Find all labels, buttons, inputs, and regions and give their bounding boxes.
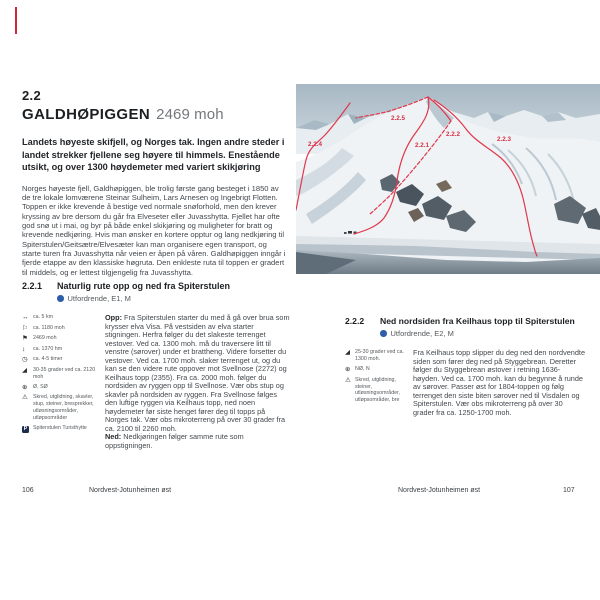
- route-description: [413, 349, 585, 417]
- stat-row: ↕ ca. 1370 hm: [22, 345, 63, 353]
- stat-row: ◢ 30-35 grader ved ca. 2120 moh: [22, 366, 96, 380]
- running-footer-right: Nordvest-Jotunheimen øst: [398, 487, 481, 494]
- down-label: Ned:: [105, 432, 122, 442]
- chapter-intro: Landets høyeste skifjell, og Norges tak. Ingen andre steder i landet strekker fjellene seg høyere til himmels. Enestående utsikt, og over 1300 høydemeter med variert skikjøring: [22, 137, 285, 173]
- route-stats: [345, 349, 413, 408]
- difficulty-label: Utfordrende, E1, M: [67, 294, 131, 303]
- difficulty-dot-icon: [380, 330, 387, 337]
- vertical-icon: ↕: [22, 345, 26, 353]
- stat-row: ⊕ Ø, SØ: [22, 383, 48, 391]
- route-label-2-2-4: 2.2.4: [308, 141, 323, 148]
- stat-row: ⚑ 2469 moh: [22, 335, 57, 343]
- chapter-edge-mark: [15, 7, 17, 34]
- warning-icon: ⚠: [345, 376, 351, 384]
- difficulty-badge: [57, 294, 290, 303]
- route-stats: [22, 314, 105, 437]
- chapter-title-line: [22, 106, 288, 123]
- stat-row: ↔ ca. 5 km: [22, 314, 54, 321]
- building: [348, 231, 352, 234]
- route-down-paragraph: [105, 433, 290, 450]
- start-flag-icon: ⚐: [22, 324, 28, 332]
- compass-icon: ⊕: [345, 366, 351, 374]
- down-text: Nedkjøringen følger samme rute som oppstigningen.: [105, 432, 244, 450]
- stat-row: ⚠ Skred, utglidning, skavler, stup, steiner, bresprekker, utløsningsområder, utløpsområder: [22, 394, 94, 421]
- up-label: Opp:: [105, 313, 123, 322]
- route-number: 2.2.2: [345, 316, 365, 326]
- mountain-photo-svg: [296, 84, 600, 274]
- stat-row: ⊕ NØ, N: [345, 366, 370, 374]
- difficulty-label: Utfordrende, E2, M: [390, 329, 454, 338]
- chapter-elevation: 2469 moh: [156, 106, 224, 123]
- slope-icon: ◢: [345, 349, 350, 356]
- route-number: 2.2.1: [22, 281, 43, 291]
- compass-icon: ⊕: [22, 383, 28, 391]
- stat-row: ◷ ca. 4-5 timer: [22, 356, 63, 364]
- route-label-2-2-1: 2.2.1: [415, 142, 430, 149]
- route-title: Naturlig rute opp og ned fra Spiterstulen: [57, 281, 231, 291]
- mountain-photo: [296, 84, 600, 274]
- running-footer-left: Nordvest-Jotunheimen øst: [89, 487, 172, 494]
- route-title: Ned nordsiden fra Keilhaus topp til Spiterstulen: [380, 316, 575, 326]
- summit-flag-icon: ⚑: [22, 335, 28, 343]
- up-text: Fra Spiterstulen starter du med å gå over brua som krysser elva Visa. På vestsiden av elva starter stigningen. Herfra følger du det slakeste terrenget vestover. Ved ca. 1300 moh. må du traversere litt til venstre (sørover) under et brattheng. Videre forsetter du vestover. Ved ca. 1700 moh. slaker terrenget ut, og du kan se den videre rute oppover mot Svellnose (2272) og Keilhaus topp (2355). Fra ca. 2000 moh. følger du nordsiden av ryggen opp til Svellnose. Vær obs stup og skavler på nordsiden av ryggen. Fra Svellnose følges den luftige ryggen via Keilhaus topp, ned noen høydemeter før siste henget fører deg til topps på Norges tak. Vær obs mikroterreng på over 30 grader fra ca. 2100 til 2260 moh.: [105, 313, 290, 433]
- difficulty-dot-icon: [57, 295, 64, 302]
- difficulty-badge: [380, 329, 585, 338]
- slope-icon: ◢: [22, 366, 27, 374]
- route-label-2-2-3: 2.2.3: [497, 136, 512, 143]
- stat-row: ⚠ Skred, utglidning, steiner, utløsningsområder, utløpsområder, bre: [345, 376, 401, 404]
- stat-row: P Spiterstulen Turisthytte: [23, 425, 87, 433]
- route-up-paragraph: [105, 314, 290, 433]
- route-label-2-2-5: 2.2.5: [391, 115, 406, 122]
- route-label-2-2-2: 2.2.2: [446, 131, 461, 138]
- chapter-header: [22, 88, 288, 277]
- stat-row: ⚐ ca. 1180 moh: [22, 324, 65, 332]
- clock-icon: ◷: [22, 356, 28, 364]
- page-number-left: 106: [22, 487, 34, 494]
- distance-icon: ↔: [22, 314, 29, 321]
- chapter-body: Norges høyeste fjell, Galdhøpiggen, ble trolig første gang besteget i 1850 av de tre lokale lomværene Steinar Sulheim, Lars Arnesen og Ingebrigt Flotten. Toppen er ikke krevende å bestige ved normale snøforhold, men den krever kryssing av bre dersom du går fra Elveseter eller Juvasshytta. Fjellet har ofte god snø ut i mai, og byr på både enkel skikjøring og muligheter for bratt og krevende nedkjøring. Hvis man ønsker en kortere opptur og lang nedkjøring til Spiterstulen/Geitsætre/Elvesæter kan man organisere egen transport, og starte turen fra Juvasshytta når veien er åpen på våren. Galdhøpiggen inngår i fjerde etappe av den klassiske høgruta. Den enkleste ruta til toppen er gradert til middels, og er lettest tilgjengelig fra Juvasshytta.: [22, 183, 286, 277]
- page-number-right: 107: [563, 487, 575, 494]
- parking-icon: P: [23, 426, 28, 433]
- route-heading: [22, 281, 290, 291]
- route-section-2-2-2: [345, 316, 585, 417]
- building: [344, 232, 347, 234]
- chapter-title: GALDHØPIGGEN: [22, 106, 151, 123]
- route-section-2-2-1: [22, 281, 290, 451]
- stat-row: ◢ 25-30 grader ved ca. 1300 moh.: [345, 349, 404, 362]
- route-heading: [345, 316, 585, 326]
- route-body-paragraph: Fra Keilhaus topp slipper du deg ned den nordvendte siden som fører deg ned på Styggebrean. Deretter følger du Styggebrean østover i retning 1636-høyden. Ved ca. 1700 moh. kan du begynne å runde av sørover. Passer øst for 1804-toppen og følg terrenget den siste biten sørover ned til Visdalen og Spiterstulen. Vær obs mikroterreng på over 30 grader fra ca. 1250-1700 moh.: [413, 348, 586, 417]
- chapter-number: 2.2: [22, 88, 41, 103]
- warning-icon: ⚠: [22, 394, 28, 402]
- route-description: [105, 314, 290, 451]
